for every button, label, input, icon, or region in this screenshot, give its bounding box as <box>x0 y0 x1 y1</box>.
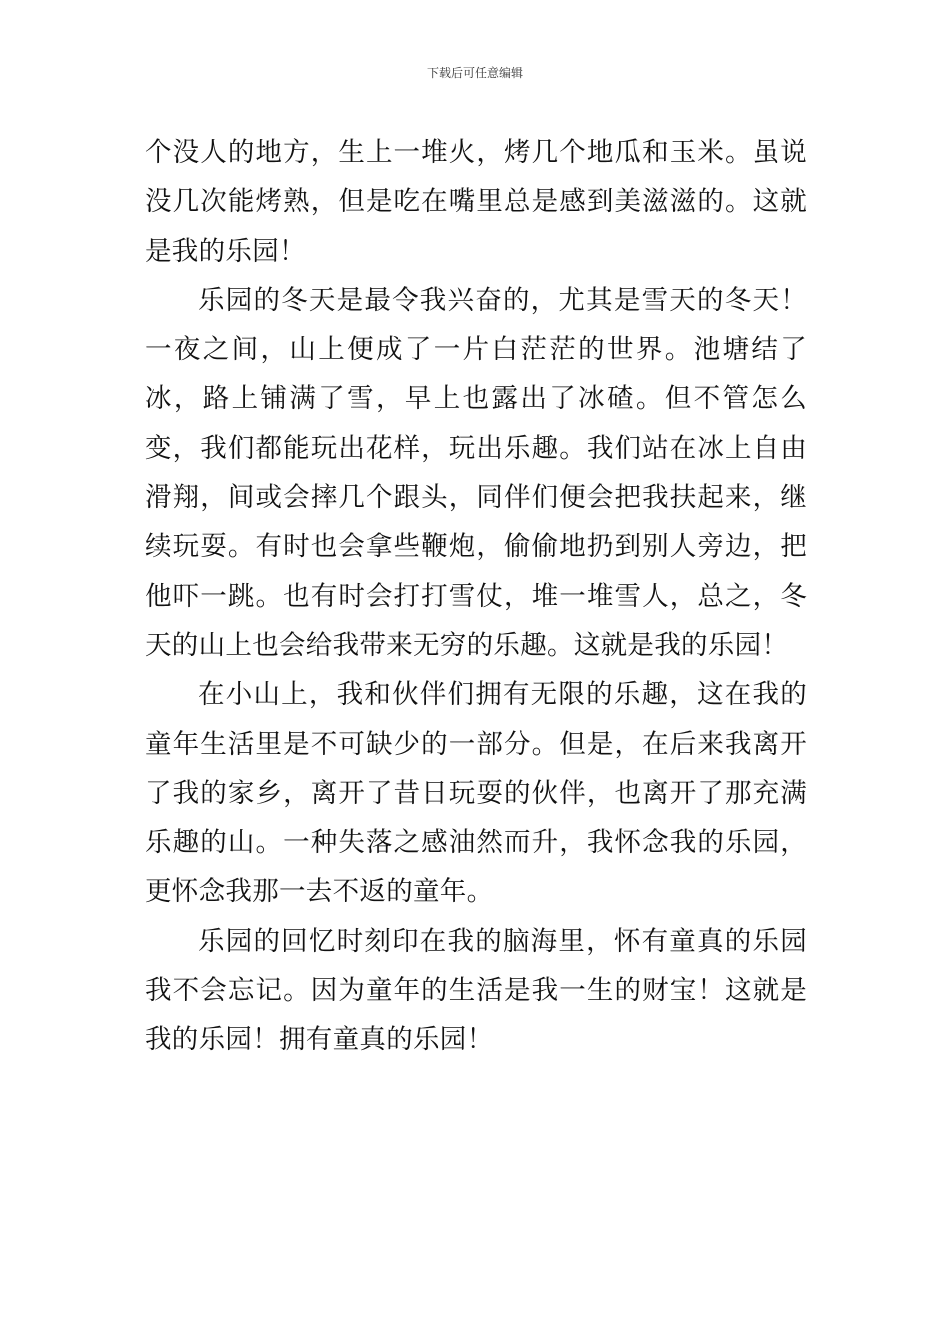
paragraph-continuation: 个没人的地方，生上一堆火，烤几个地瓜和玉米。虽说没几次能烤熟，但是吃在嘴里总是感到美滋滋的。这就是我的乐园！ <box>145 137 807 267</box>
document-body <box>145 128 807 1065</box>
paragraph-memory: 乐园的回忆时刻印在我的脑海里，怀有童真的乐园我不会忘记。因为童年的生活是我一生的财宝！这就是我的乐园！拥有童真的乐园！ <box>145 925 807 1056</box>
paragraph-hill: 在小山上，我和伙伴们拥有无限的乐趣，这在我的童年生活里是不可缺少的一部分。但是，在后来我离开了我的家乡，离开了昔日玩耍的伙伴，也离开了那充满乐趣的山。一种失落之感油然而升，我怀念我的乐园，更怀念我那一去不返的童年。 <box>145 679 807 908</box>
paragraph-winter: 乐园的冬天是最令我兴奋的，尤其是雪天的冬天！一夜之间，山上便成了一片白茫茫的世界。池塘结了冰，路上铺满了雪，早上也露出了冰碴。但不管怎么变，我们都能玩出花样，玩出乐趣。我们站在冰上自由滑翔，间或会摔几个跟头，同伴们便会把我扶起来，继续玩耍。有时也会拿些鞭炮，偷偷地扔到别人旁边，把他吓一跳。也有时会打打雪仗，堆一堆雪人，总之，冬天的山上也会给我带来无穷的乐趣。这就是我的乐园！ <box>145 284 807 661</box>
page-header: 下载后可任意编辑 <box>426 66 523 80</box>
